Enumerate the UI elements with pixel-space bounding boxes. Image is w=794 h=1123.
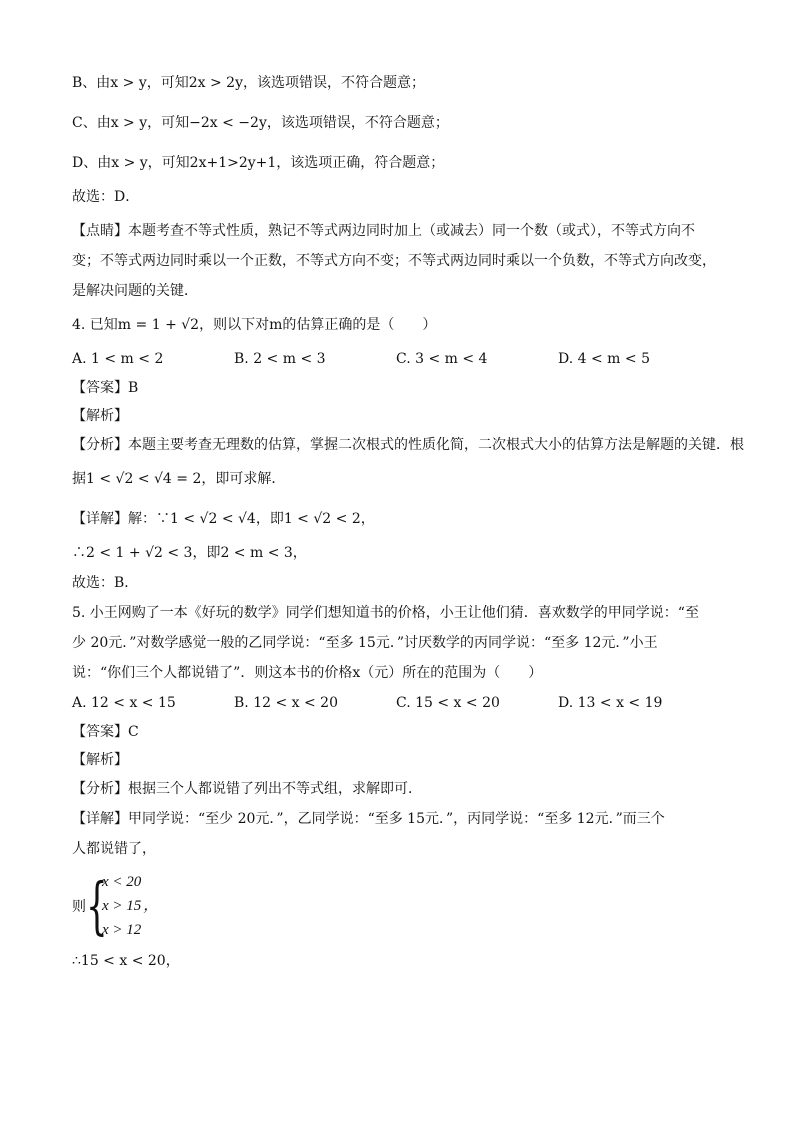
q4-analysis-line-1: 【分析】本题主要考查无理数的估算，掌握二次根式的性质化简，二次根式大小的估算方法是解题的关键．根 bbox=[72, 437, 744, 453]
option-c-explanation: C、由x > y，可知−2x < −2y，该选项错误，不符合题意； bbox=[72, 115, 449, 131]
q5-option-d: D. 13 < x < 19 bbox=[558, 695, 663, 711]
system-suffix: ， bbox=[143, 898, 159, 914]
left-brace-icon: { bbox=[86, 869, 108, 942]
option-b-explanation: B、由x > y，可知2x > 2y，该选项错误，不符合题意； bbox=[72, 75, 425, 91]
q5-option-b: B. 12 < x < 20 bbox=[234, 695, 338, 711]
q4-answer: 【答案】B bbox=[72, 380, 139, 396]
q5-result: ∴15 < x < 20， bbox=[72, 953, 180, 969]
comment-line-2: 变；不等式两边同时乘以一个正数，不等式方向不变；不等式两边同时乘以一个负数，不等式方向改变， bbox=[72, 253, 716, 269]
system-line-3: x > 12 bbox=[102, 922, 142, 938]
q4-stem: 4. 已知m = 1 + √2，则以下对m的估算正确的是（ ） bbox=[72, 317, 437, 333]
inequality-system bbox=[72, 870, 734, 942]
q4-option-a: A. 1 < m < 2 bbox=[72, 351, 164, 367]
system-prefix: 则 bbox=[72, 899, 86, 915]
q5-option-c: C. 15 < x < 20 bbox=[396, 695, 500, 711]
q5-detail-line-1: 【详解】甲同学说：“至少 20元．”，乙同学说：“至多 15元．”，丙同学说：“至多 12元．”而三个 bbox=[72, 811, 665, 827]
q5-detail-line-2: 人都说错了， bbox=[72, 841, 156, 857]
q5-options bbox=[72, 688, 734, 718]
q4-choose: 故选：B． bbox=[72, 575, 139, 591]
option-d-explanation: D、由x > y，可知2x+1>2y+1，该选项正确，符合题意； bbox=[72, 155, 445, 171]
system-line-2 bbox=[102, 894, 158, 918]
q5-analysis-label: 【解析】 bbox=[72, 752, 128, 768]
q5-analysis: 【分析】根据三个人都说错了列出不等式组，求解即可． bbox=[72, 781, 422, 797]
q5-stem-line-1: 5. 小王网购了一本《好玩的数学》同学们想知道书的价格，小王让他们猜．喜欢数学的甲同学说：“至 bbox=[72, 605, 699, 621]
q4-analysis-line-2: 据1 < √2 < √4 = 2，即可求解． bbox=[72, 471, 286, 487]
system-lines bbox=[102, 870, 158, 942]
q5-stem-line-2: 少 20元．”对数学感觉一般的乙同学说：“至多 15元．”讨厌数学的丙同学说：“至多 12元．”小王 bbox=[72, 635, 658, 651]
comment-line-1: 【点睛】本题考查不等式性质，熟记不等式两边同时加上（或减去）同一个数（或式），不等式方向不 bbox=[72, 223, 695, 239]
q4-options bbox=[72, 344, 734, 374]
q4-analysis-label: 【解析】 bbox=[72, 408, 128, 424]
q4-option-c: C. 3 < m < 4 bbox=[396, 351, 488, 367]
q4-detail-line-1: 【详解】解：∵1 < √2 < √4，即1 < √2 < 2， bbox=[72, 511, 375, 527]
choose-d: 故选：D． bbox=[72, 189, 140, 205]
q4-option-b: B. 2 < m < 3 bbox=[234, 351, 326, 367]
q5-stem-line-3: 说：“你们三个人都说错了”．则这本书的价格x（元）所在的范围为（ ） bbox=[72, 665, 543, 681]
q5-answer: 【答案】C bbox=[72, 724, 139, 740]
system-line-2-text: x > 15 bbox=[102, 898, 142, 914]
system-line-1: x < 20 bbox=[102, 874, 142, 890]
q4-option-d: D. 4 < m < 5 bbox=[558, 351, 650, 367]
comment-line-3: 是解决问题的关键． bbox=[72, 283, 198, 299]
q4-detail-line-2: ∴2 < 1 + √2 < 3，即2 < m < 3， bbox=[72, 545, 307, 561]
q5-option-a: A. 12 < x < 15 bbox=[72, 695, 176, 711]
